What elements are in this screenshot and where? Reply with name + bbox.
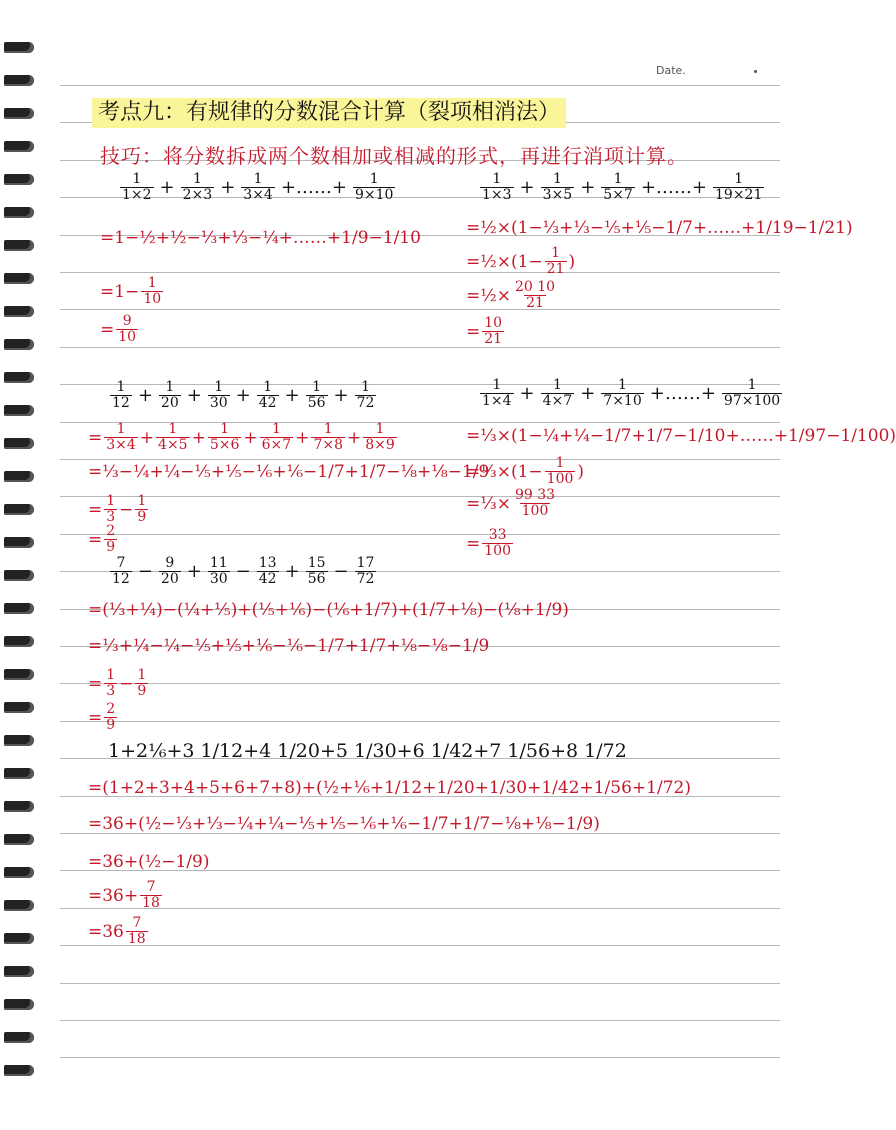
- denominator: 3: [106, 509, 116, 525]
- fraction: [513, 488, 557, 519]
- numerator: 1: [214, 379, 224, 395]
- denominator: 4×7: [542, 393, 573, 409]
- expression-text: +: [243, 427, 258, 448]
- denominator: 21: [484, 331, 503, 347]
- operator: −: [333, 561, 349, 582]
- numerator: 1: [132, 171, 142, 187]
- binding-ring: [4, 1032, 34, 1043]
- problem-4-step-3: [466, 488, 559, 519]
- numerator: 1: [555, 455, 565, 471]
- numerator: 1: [271, 421, 281, 437]
- expression-text: =: [100, 319, 115, 340]
- binding-ring: [4, 966, 34, 977]
- numerator: 1: [734, 171, 744, 187]
- fraction: [482, 528, 513, 559]
- numerator: 1: [137, 667, 147, 683]
- fraction: [353, 172, 395, 203]
- operator: +……+: [640, 177, 707, 198]
- page-title: 考点九：有规律的分数混合计算（裂项相消法）: [92, 98, 566, 128]
- fraction: [181, 172, 215, 203]
- fraction: [311, 422, 345, 453]
- problem-1-step-3: [100, 314, 140, 345]
- problem-5-step-3: [88, 668, 150, 699]
- fraction: [306, 380, 328, 411]
- expression-text: =: [88, 499, 103, 520]
- numerator: 1: [116, 379, 126, 395]
- expression-text: =½×(1−⅓+⅓−⅕+⅕−1/7+……+1/19−1/21): [466, 218, 853, 238]
- binding-ring: [4, 834, 34, 845]
- denominator: 7×8: [313, 437, 343, 453]
- fraction: [126, 916, 148, 947]
- numerator: 1: [312, 379, 322, 395]
- problem-3-step-3: [88, 494, 150, 525]
- denominator: 3×4: [106, 437, 136, 453]
- binding-ring: [4, 306, 34, 317]
- date-label: Date.: [656, 64, 686, 77]
- fraction: [141, 276, 163, 307]
- problem-6-question: [108, 740, 627, 762]
- fraction: [104, 524, 117, 555]
- expression-text: =: [466, 321, 481, 342]
- fraction: [482, 316, 504, 347]
- denominator: 4×5: [158, 437, 188, 453]
- fraction: [104, 668, 117, 699]
- numerator: 17: [356, 555, 375, 571]
- operator: +: [284, 385, 300, 406]
- fraction: [257, 556, 279, 587]
- ruled-line: [60, 496, 780, 497]
- expression-text: =: [88, 707, 103, 728]
- operator: −: [137, 561, 153, 582]
- problem-6-step-3: [88, 852, 209, 872]
- operator: +: [235, 385, 251, 406]
- binding-ring: [4, 141, 34, 152]
- numerator: 1: [263, 379, 273, 395]
- binding-ring: [4, 801, 34, 812]
- expression-text: 1+2⅙+3 1/12+4 1/20+5 1/30+6 1/42+7 1/56+8 1/72: [108, 740, 627, 762]
- expression-text: =1−: [100, 281, 140, 302]
- fraction: [140, 880, 162, 911]
- operator: +: [186, 561, 202, 582]
- problem-5-step-2: [88, 636, 489, 656]
- denominator: 5×7: [603, 187, 633, 203]
- numerator: 20 10: [514, 279, 556, 295]
- denominator: 12: [112, 571, 130, 587]
- operator: +: [159, 177, 175, 198]
- fraction: [208, 422, 242, 453]
- fraction: [104, 422, 138, 453]
- numerator: 1: [137, 493, 147, 509]
- problem-2-step-4: [466, 316, 506, 347]
- numerator: 1: [323, 421, 333, 437]
- expression-text: +: [346, 427, 362, 448]
- fraction: [116, 314, 138, 345]
- ruled-line: [60, 85, 780, 86]
- denominator: 6×7: [261, 437, 292, 453]
- numerator: 1: [147, 275, 157, 291]
- binding-ring: [4, 438, 34, 449]
- numerator: 1: [220, 421, 230, 437]
- binding-ring: [4, 669, 34, 680]
- expression-text: =(1+2+3+4+5+6+7+8)+(½+⅙+1/12+1/20+1/30+1/42+1/56+1/72): [88, 778, 691, 798]
- fraction: [135, 494, 148, 525]
- expression-text: =: [88, 427, 103, 448]
- binding-ring: [4, 273, 34, 284]
- binding-ring: [4, 537, 34, 548]
- denominator: 12: [112, 395, 130, 411]
- denominator: 18: [127, 931, 146, 947]
- problem-6-step-1: [88, 778, 691, 798]
- expression-text: =⅓×: [466, 493, 511, 514]
- numerator: 1: [552, 171, 562, 187]
- expression-text: =⅓−¼+¼−⅕+⅕−⅙+⅙−1/7+1/7−⅛+⅛−1/9: [88, 462, 490, 482]
- fraction: [135, 668, 148, 699]
- fraction: [156, 422, 190, 453]
- expression-text: ): [568, 251, 576, 272]
- binding-ring: [4, 405, 34, 416]
- denominator: 9×10: [355, 187, 394, 203]
- denominator: 3×4: [243, 187, 273, 203]
- denominator: 1×3: [482, 187, 512, 203]
- operator: +: [580, 177, 596, 198]
- fraction: [110, 380, 132, 411]
- fraction: [208, 556, 230, 587]
- binding-ring: [4, 636, 34, 647]
- tip-text: 技巧：将分数拆成两个数相加或相减的形式，再进行消项计算。: [100, 144, 688, 168]
- denominator: 7×10: [603, 393, 642, 409]
- numerator: 1: [116, 421, 126, 437]
- denominator: 20: [160, 395, 179, 411]
- numerator: 7: [132, 915, 142, 931]
- binding-ring: [4, 42, 34, 53]
- numerator: 11: [209, 555, 228, 571]
- expression-text: −: [119, 673, 134, 694]
- ruled-line: [60, 309, 780, 310]
- denominator: 42: [258, 571, 277, 587]
- fraction: [260, 422, 294, 453]
- ruled-line: [60, 534, 780, 535]
- expression-text: =: [466, 533, 481, 554]
- problem-1-step-1: [100, 228, 421, 248]
- fraction: [110, 556, 132, 587]
- denominator: 21: [526, 295, 544, 311]
- fraction: [104, 702, 117, 733]
- ruled-line: [60, 945, 780, 946]
- ruled-line: [60, 347, 780, 348]
- fraction: [159, 556, 181, 587]
- page-dot: [754, 70, 757, 73]
- binding-ring: [4, 339, 34, 350]
- operator: +……+: [280, 177, 347, 198]
- numerator: 13: [258, 555, 277, 571]
- binding-ring: [4, 372, 34, 383]
- binding-ring: [4, 1065, 34, 1076]
- denominator: 2×3: [182, 187, 213, 203]
- numerator: 1: [747, 377, 757, 393]
- denominator: 21: [546, 261, 565, 277]
- expression-text: =: [88, 673, 103, 694]
- denominator: 19×21: [715, 187, 763, 203]
- numerator: 1: [492, 377, 502, 393]
- expression-text: =36+(½−1/9): [88, 852, 210, 872]
- numerator: 2: [106, 701, 116, 717]
- problem-5-step-4: [88, 702, 119, 733]
- numerator: 1: [551, 245, 561, 261]
- problem-1-question: [118, 172, 397, 203]
- denominator: 5×6: [209, 437, 240, 453]
- binding-ring: [4, 471, 34, 482]
- ruled-line: [60, 721, 780, 722]
- operator: +: [137, 385, 153, 406]
- binding-ring: [4, 75, 34, 86]
- expression-text: =1−½+½−⅓+⅓−¼+……+1/9−1/10: [100, 228, 421, 248]
- ruled-line: [60, 1057, 780, 1058]
- fraction: [541, 172, 575, 203]
- expression-text: ): [577, 461, 585, 482]
- fraction: [480, 172, 514, 203]
- expression-text: =36+(½−⅓+⅓−¼+¼−⅕+⅕−⅙+⅙−1/7+1/7−⅛+⅛−1/9): [88, 814, 600, 834]
- expression-text: =½×(1−: [466, 251, 543, 272]
- operator: +: [284, 561, 300, 582]
- expression-text: =½×: [466, 285, 511, 306]
- numerator: 1: [168, 421, 178, 437]
- denominator: 9: [137, 509, 147, 525]
- denominator: 9: [106, 717, 116, 733]
- fraction: [208, 380, 230, 411]
- binding-ring: [4, 867, 34, 878]
- binding-ring: [4, 108, 34, 119]
- fraction: [355, 556, 377, 587]
- operator: +: [186, 385, 202, 406]
- binding-ring: [4, 735, 34, 746]
- expression-text: +: [295, 427, 310, 448]
- numerator: 1: [192, 171, 202, 187]
- ruled-line: [60, 683, 780, 684]
- denominator: 10: [118, 329, 137, 345]
- denominator: 30: [209, 571, 228, 587]
- operator: +: [519, 383, 535, 404]
- fraction: [363, 422, 397, 453]
- numerator: 1: [106, 667, 116, 683]
- binding-ring: [4, 240, 34, 251]
- operator: +: [519, 177, 535, 198]
- denominator: 100: [546, 471, 574, 487]
- ruled-line: [60, 272, 780, 273]
- problem-6-step-2: [88, 814, 600, 834]
- fraction: [480, 378, 514, 409]
- denominator: 18: [142, 895, 160, 911]
- expression-text: +: [139, 427, 155, 448]
- operator: −: [235, 561, 251, 582]
- fraction: [257, 380, 279, 411]
- fraction: [541, 378, 575, 409]
- problem-3-step-2: [88, 462, 489, 482]
- fraction: [545, 456, 576, 487]
- problem-2-step-3: [466, 280, 559, 311]
- numerator: 2: [106, 523, 116, 539]
- fraction: [104, 494, 117, 525]
- expression-text: =(⅓+¼)−(¼+⅕)+(⅕+⅙)−(⅙+1/7)+(1/7+⅛)−(⅛+1/9): [88, 600, 569, 620]
- denominator: 20: [160, 571, 179, 587]
- problem-4-step-4: [466, 528, 515, 559]
- problem-2-step-2: [466, 246, 575, 277]
- binding-ring: [4, 768, 34, 779]
- denominator: 56: [307, 395, 326, 411]
- problem-3-question: [108, 380, 378, 411]
- denominator: 72: [356, 395, 375, 411]
- numerator: 1: [253, 171, 263, 187]
- fraction: [513, 280, 557, 311]
- numerator: 1: [361, 379, 370, 395]
- fraction: [159, 380, 181, 411]
- fraction: [241, 172, 275, 203]
- numerator: 1: [165, 379, 175, 395]
- numerator: 1: [369, 171, 379, 187]
- denominator: 1×2: [122, 187, 152, 203]
- binding-ring: [4, 504, 34, 515]
- expression-text: =36+: [88, 885, 139, 906]
- fraction: [545, 246, 567, 277]
- denominator: 42: [258, 395, 277, 411]
- problem-2-step-1: [466, 218, 853, 238]
- operator: +: [220, 177, 236, 198]
- binding-ring: [4, 174, 34, 185]
- expression-text: =⅓×(1−: [466, 461, 543, 482]
- denominator: 10: [143, 291, 162, 307]
- problem-2-question: [478, 172, 766, 203]
- spiral-binding: [0, 0, 40, 1130]
- binding-ring: [4, 207, 34, 218]
- numerator: 99 33: [514, 487, 556, 503]
- denominator: 9: [137, 683, 147, 699]
- problem-4-step-2: [466, 456, 584, 487]
- numerator: 1: [613, 171, 623, 187]
- numerator: 9: [122, 313, 132, 329]
- problem-5-question: [108, 556, 378, 587]
- expression-text: =36: [88, 921, 124, 942]
- numerator: 7: [146, 879, 156, 895]
- problem-6-step-4: [88, 880, 164, 911]
- problem-4-question: [478, 378, 784, 409]
- denominator: 3: [106, 683, 116, 699]
- numerator: 10: [484, 315, 503, 331]
- problem-5-step-1: [88, 600, 569, 620]
- denominator: 30: [209, 395, 228, 411]
- expression-text: =⅓×(1−¼+¼−1/7+1/7−1/10+……+1/97−1/100): [466, 426, 896, 446]
- numerator: 15: [307, 555, 326, 571]
- problem-3-step-1: [88, 422, 399, 453]
- binding-ring: [4, 933, 34, 944]
- denominator: 100: [484, 543, 511, 559]
- denominator: 72: [356, 571, 375, 587]
- numerator: 1: [106, 493, 116, 509]
- binding-ring: [4, 900, 34, 911]
- denominator: 3×5: [542, 187, 573, 203]
- numerator: 7: [116, 555, 126, 571]
- fraction: [355, 380, 377, 411]
- denominator: 56: [307, 571, 326, 587]
- operator: +: [580, 383, 596, 404]
- binding-ring: [4, 999, 34, 1010]
- denominator: 100: [521, 503, 549, 519]
- ruled-line: [60, 459, 780, 460]
- ruled-line: [60, 1020, 780, 1021]
- denominator: 9: [106, 539, 116, 555]
- problem-3-step-4: [88, 524, 119, 555]
- operator: +: [333, 385, 349, 406]
- numerator: 1: [375, 421, 385, 437]
- denominator: 97×100: [723, 393, 781, 409]
- expression-text: −: [119, 499, 134, 520]
- denominator: 1×4: [482, 393, 512, 409]
- denominator: 8×9: [365, 437, 395, 453]
- expression-text: +: [191, 427, 206, 448]
- problem-6-step-5: [88, 916, 150, 947]
- problem-1-step-2: [100, 276, 165, 307]
- expression-text: =⅓+¼−¼−⅕+⅕+⅙−⅙−1/7+1/7+⅛−⅛−1/9: [88, 636, 490, 656]
- fraction: [601, 378, 643, 409]
- fraction: [120, 172, 154, 203]
- problem-4-step-1: [466, 426, 896, 446]
- binding-ring: [4, 702, 34, 713]
- ruled-line: [60, 908, 780, 909]
- fraction: [713, 172, 764, 203]
- fraction: [306, 556, 328, 587]
- fraction: [601, 172, 635, 203]
- binding-ring: [4, 603, 34, 614]
- expression-text: =: [88, 529, 103, 550]
- numerator: 1: [618, 377, 627, 393]
- numerator: 33: [488, 527, 507, 543]
- operator: +……+: [649, 383, 716, 404]
- numerator: 1: [552, 377, 562, 393]
- ruled-line: [60, 983, 780, 984]
- numerator: 1: [492, 171, 502, 187]
- binding-ring: [4, 570, 34, 581]
- fraction: [722, 378, 782, 409]
- numerator: 9: [165, 555, 175, 571]
